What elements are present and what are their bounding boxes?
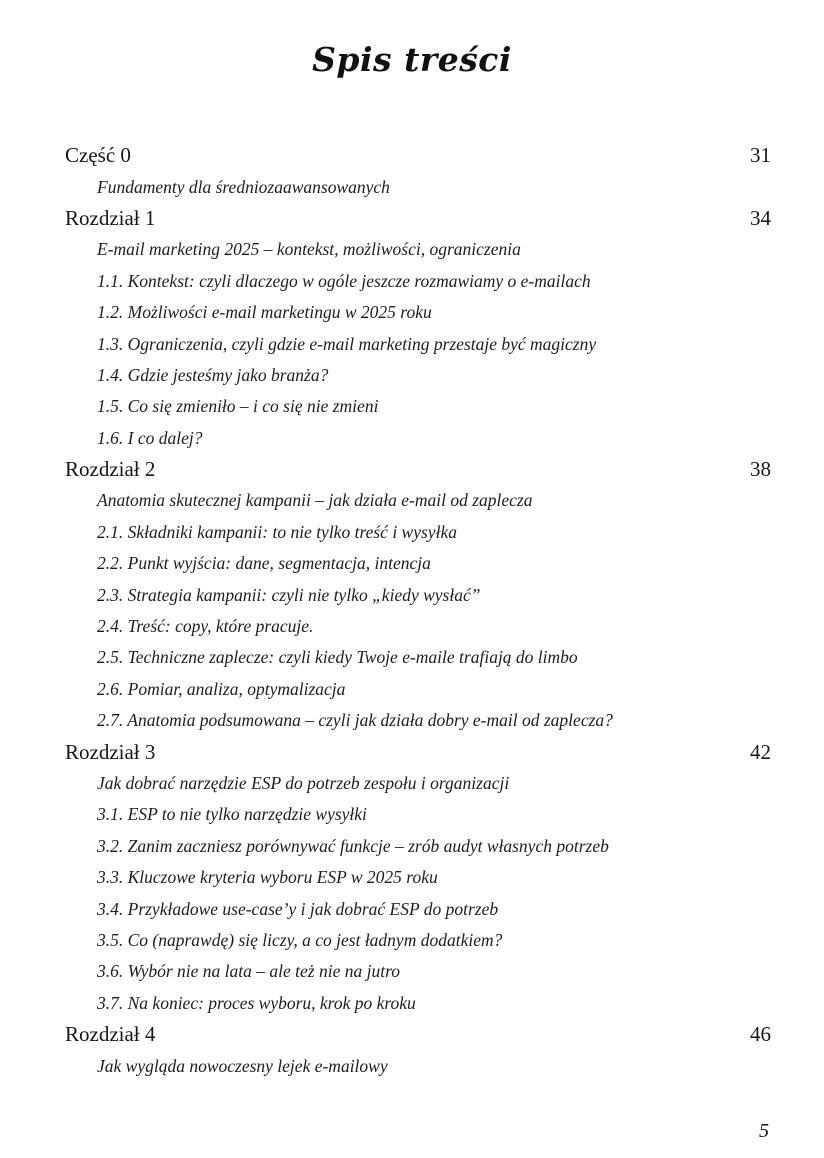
toc-entry xyxy=(65,611,771,642)
toc-list xyxy=(65,140,771,1082)
toc-entry xyxy=(65,831,771,862)
toc-entry-label: 1.2. Możliwości e-mail marketingu w 2025 roku xyxy=(97,302,432,323)
toc-entry-label: Jak dobrać narzędzie ESP do potrzeb zespołu i organizacji xyxy=(97,773,510,793)
toc-entry-label: Jak wygląda nowoczesny lejek e-mailowy xyxy=(97,1055,388,1076)
toc-entry-label: Rozdział 4 xyxy=(65,1022,156,1047)
toc-entry xyxy=(65,988,771,1019)
toc-entry-label: 2.6. Pomiar, analiza, optymalizacja xyxy=(97,678,346,699)
toc-entry-label: 1.5. Co się zmieniło – i co się nie zmieni xyxy=(97,396,379,417)
toc-entry xyxy=(65,517,771,548)
toc-entry-label: Anatomia skutecznej kampanii – jak działa e-mail od zaplecza xyxy=(97,490,533,511)
toc-entry-label: Część 0 xyxy=(65,143,131,168)
toc-entry-label: 2.7. Anatomia podsumowana – czyli jak działa dobry e-mail od zaplecza? xyxy=(97,710,613,731)
toc-entry xyxy=(65,642,771,673)
toc-entry xyxy=(65,1050,771,1081)
toc-entry xyxy=(65,956,771,987)
page-number: 5 xyxy=(759,1120,769,1142)
toc-entry xyxy=(65,297,771,328)
toc-entry-page: 38 xyxy=(750,457,771,482)
toc-entry xyxy=(65,360,771,391)
toc-entry-page: 34 xyxy=(750,205,771,230)
toc-entry-label: 2.2. Punkt wyjścia: dane, segmentacja, intencja xyxy=(97,553,431,574)
toc-entry-label: 2.4. Treść: copy, które pracuje. xyxy=(97,616,314,637)
toc-entry-label: 2.5. Techniczne zaplecze: czyli kiedy Twoje e-maile trafiają do limbo xyxy=(97,647,578,668)
toc-entry-label: E-mail marketing 2025 – kontekst, możliwości, ograniczenia xyxy=(97,239,521,260)
toc-entry-label: 2.1. Składniki kampanii: to nie tylko treść i wysyłka xyxy=(97,521,457,542)
toc-entry xyxy=(65,485,771,516)
toc-entry-page: 31 xyxy=(750,143,771,168)
toc-entry-label: Fundamenty dla średniozaawansowanych xyxy=(97,176,390,197)
toc-entry-label: 3.4. Przykładowe use-case’y i jak dobrać ESP do potrzeb xyxy=(97,898,499,919)
toc-entry xyxy=(65,736,771,767)
toc-entry-label: 2.3. Strategia kampanii: czyli nie tylko „kiedy wysłać” xyxy=(97,584,481,605)
toc-entry-label: 3.2. Zanim zaczniesz porównywać funkcje – zrób audyt własnych potrzeb xyxy=(97,835,609,856)
toc-entry xyxy=(65,391,771,422)
toc-entry-page: 42 xyxy=(750,739,771,764)
toc-entry-label: 3.3. Kluczowe kryteria wyboru ESP w 2025 roku xyxy=(97,867,438,888)
toc-entry xyxy=(65,548,771,579)
toc-entry-label: 3.1. ESP to nie tylko narzędzie wysyłki xyxy=(97,804,367,825)
toc-entry-label: 3.7. Na koniec: proces wyboru, krok po kroku xyxy=(97,992,416,1013)
toc-entry-label: 1.1. Kontekst: czyli dlaczego w ogóle jeszcze rozmawiamy o e-mailach xyxy=(97,270,591,291)
toc-entry-label: 3.5. Co (naprawdę) się liczy, a co jest ładnym dodatkiem? xyxy=(97,929,503,950)
toc-entry xyxy=(65,768,771,799)
toc-entry xyxy=(65,423,771,454)
toc-entry xyxy=(65,1019,771,1050)
toc-entry xyxy=(65,203,771,234)
toc-entry-page: 46 xyxy=(750,1022,771,1047)
toc-entry xyxy=(65,171,771,202)
toc-entry-label: Rozdział 3 xyxy=(65,739,156,764)
toc-entry xyxy=(65,234,771,265)
toc-entry-label: 3.6. Wybór nie na lata – ale też nie na jutro xyxy=(97,961,400,982)
toc-entry xyxy=(65,579,771,610)
toc-entry-label: Rozdział 1 xyxy=(65,205,156,230)
toc-entry xyxy=(65,925,771,956)
toc-entry xyxy=(65,674,771,705)
toc-entry-label: Rozdział 2 xyxy=(65,457,156,482)
toc-entry-label: 1.4. Gdzie jesteśmy jako branża? xyxy=(97,364,329,385)
toc-entry xyxy=(65,328,771,359)
toc-entry xyxy=(65,799,771,830)
toc-entry xyxy=(65,893,771,924)
toc-entry-label: 1.6. I co dalej? xyxy=(97,427,203,448)
toc-entry xyxy=(65,454,771,485)
toc-entry xyxy=(65,140,771,171)
page-title: Spis treści xyxy=(312,40,512,79)
toc-entry xyxy=(65,705,771,736)
toc-entry-label: 1.3. Ograniczenia, czyli gdzie e-mail marketing przestaje być magiczny xyxy=(97,333,597,354)
toc-entry xyxy=(65,266,771,297)
toc-entry xyxy=(65,862,771,893)
